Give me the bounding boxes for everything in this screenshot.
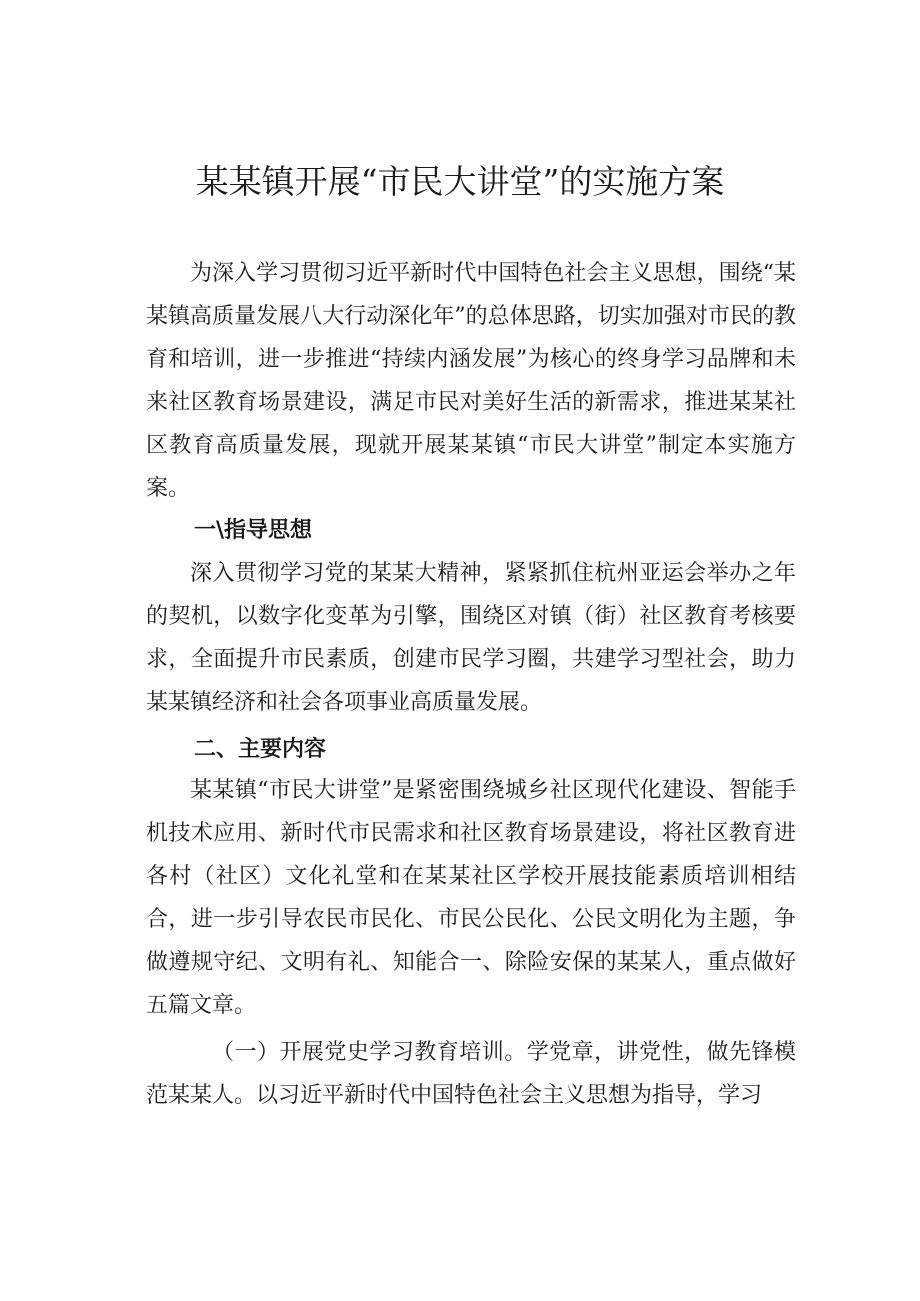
intro-paragraph: 为深入学习贯彻习近平新时代中国特色社会主义思想，围绕“某某镇高质量发展八大行动深化年”的总体思路，切实加强对市民的教育和培训，进一步推进“持续内涵发展”为核心的终身学习品牌和未来社区教育场景建设，满足市民对美好生活的新需求，推进某某社区教育高质量发展，现就开展某某镇“市民大讲堂”制定本实施方案。	[146, 261, 796, 501]
section-2-item-1: （一）开展党史学习教育培训。学党章，讲党性，做先锋模范某某人。以习近平新时代中国特色社会主义思想为指导，学习	[146, 1040, 796, 1108]
section-2-heading: 二、主要内容	[194, 737, 327, 762]
section-1-paragraph: 深入贯彻学习党的某某大精神，紧紧抓住杭州亚运会举办之年的契机，以数字化变革为引擎，围绕区对镇（街）社区教育考核要求，全面提升市民素质，创建市民学习圈，共建学习型社会，助力某某镇经济和社会各项事业高质量发展。	[146, 561, 796, 715]
section-2-paragraph: 某某镇“市民大讲堂”是紧密围绕城乡社区现代化建设、智能手机技术应用、新时代市民需求和社区教育场景建设，将社区教育进各村（社区）文化礼堂和在某某社区学校开展技能素质培训相结合，进一步引导农民市民化、市民公民化、公民文明化为主题，争做遵规守纪、文明有礼、知能合一、除险安保的某某人，重点做好五篇文章。	[146, 778, 796, 1018]
section-1-heading: 一\指导思想	[194, 518, 313, 543]
document-title: 某某镇开展“市民大讲堂”的实施方案	[195, 162, 725, 201]
